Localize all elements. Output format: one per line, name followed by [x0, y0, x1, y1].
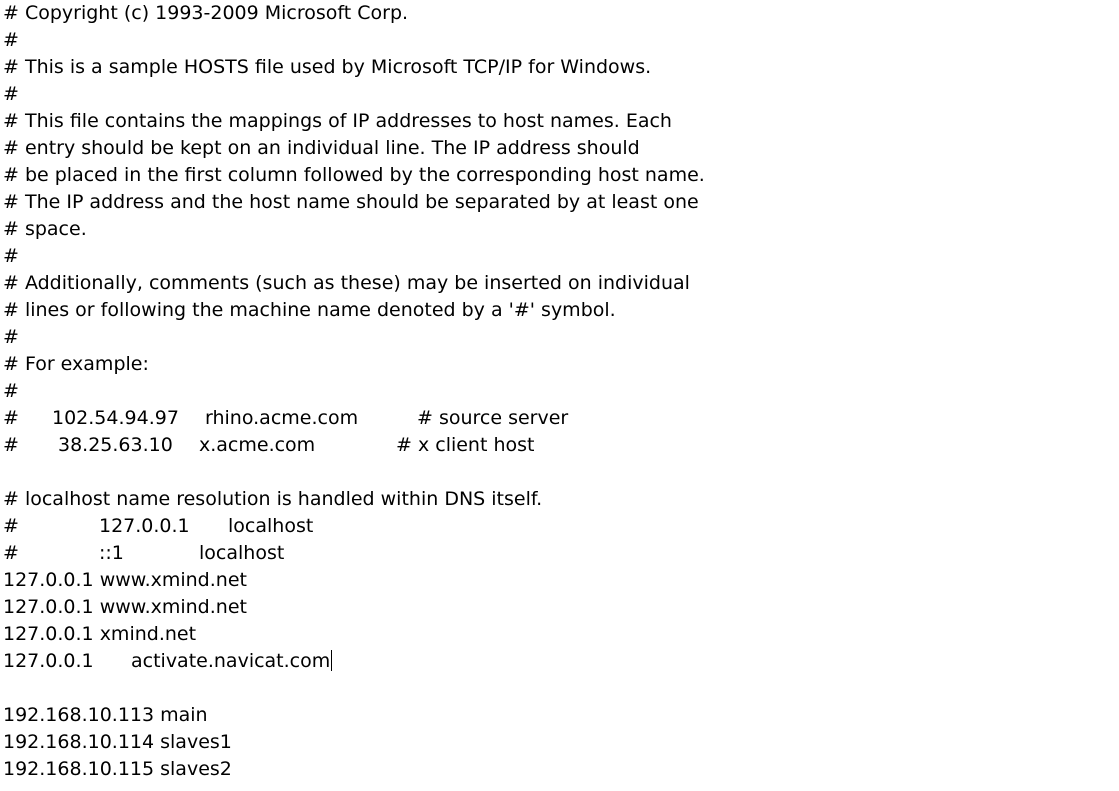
- comment-hash: #: [3, 515, 19, 537]
- blank-line: [3, 459, 1113, 486]
- ip-address: 38.25.63.10: [58, 434, 173, 456]
- host-name: localhost: [228, 515, 314, 537]
- text-line: # localhost name resolution is handled within DNS itself.: [3, 488, 543, 510]
- text-line: #: [3, 83, 19, 105]
- inline-comment: # x client host: [396, 434, 535, 456]
- host-name: rhino.acme.com: [205, 407, 359, 429]
- text-line: # Additionally, comments (such as these) may be inserted on individual: [3, 272, 690, 294]
- comment-hash: #: [3, 407, 19, 429]
- host-entry-line: 127.0.0.1 www.xmind.net: [3, 569, 247, 591]
- text-line: # This file contains the mappings of IP addresses to host names. Each: [3, 110, 672, 132]
- ip-address: 102.54.94.97: [52, 407, 179, 429]
- text-line: # For example:: [3, 353, 149, 375]
- localhost-entry-line: [3, 513, 1113, 540]
- text-line: #: [3, 29, 19, 51]
- localhost-entry-line: [3, 540, 1113, 567]
- host-entry-line: 192.168.10.115 slaves2: [3, 758, 232, 780]
- text-line: #: [3, 245, 19, 267]
- text-line: # entry should be kept on an individual line. The IP address should: [3, 137, 640, 159]
- example-entry-line: [3, 432, 1113, 459]
- host-entry-line: 127.0.0.1 www.xmind.net: [3, 596, 247, 618]
- text-line: # Copyright (c) 1993-2009 Microsoft Corp.: [3, 2, 409, 24]
- host-name: x.acme.com: [199, 434, 316, 456]
- host-entry-line: 192.168.10.113 main: [3, 704, 208, 726]
- host-entry-line: [3, 648, 1113, 675]
- example-entry-line: [3, 405, 1113, 432]
- inline-comment: # source server: [417, 407, 569, 429]
- text-line: # be placed in the first column followed by the corresponding host name.: [3, 164, 705, 186]
- text-line: # space.: [3, 218, 87, 240]
- blank-line: [3, 675, 1113, 702]
- host-entry-line: 127.0.0.1 xmind.net: [3, 623, 197, 645]
- text-line: #: [3, 326, 19, 348]
- text-line: # The IP address and the host name should be separated by at least one: [3, 191, 699, 213]
- text-cursor: [331, 650, 332, 671]
- text-line: # This is a sample HOSTS file used by Microsoft TCP/IP for Windows.: [3, 56, 652, 78]
- host-entry-line: 192.168.10.114 slaves1: [3, 731, 232, 753]
- host-name: localhost: [199, 542, 285, 564]
- ip-address: 127.0.0.1: [99, 515, 190, 537]
- comment-hash: #: [3, 542, 19, 564]
- comment-hash: #: [3, 434, 19, 456]
- ip-address: 127.0.0.1: [3, 650, 94, 672]
- host-name-with-caret: [131, 648, 332, 675]
- text-line: # lines or following the machine name denoted by a '#' symbol.: [3, 299, 616, 321]
- ip-address: ::1: [99, 542, 124, 564]
- text-line: #: [3, 380, 19, 402]
- hosts-file-text-editor[interactable]: [3, 0, 1113, 791]
- host-name: activate.navicat.com: [131, 650, 331, 672]
